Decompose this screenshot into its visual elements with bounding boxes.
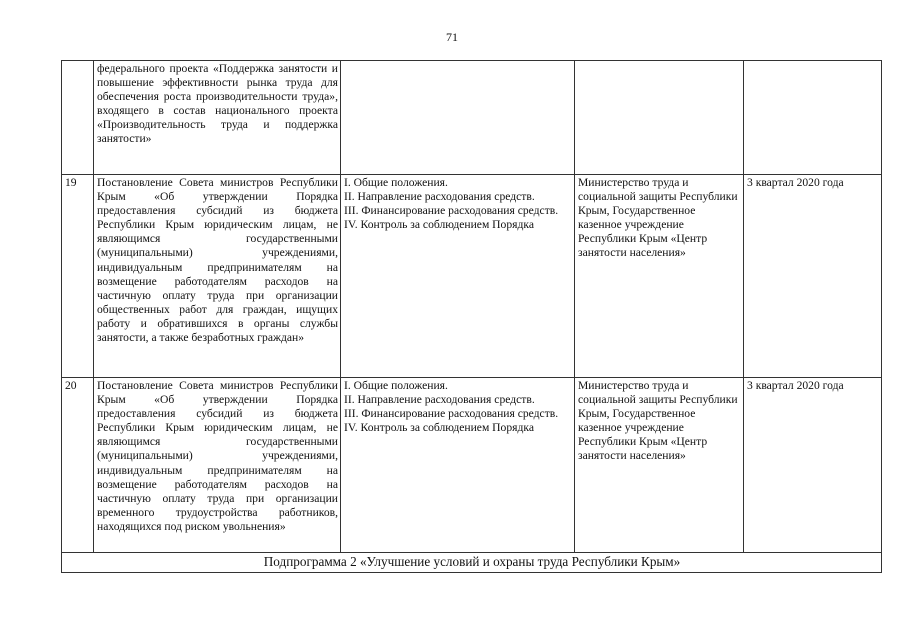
deadline-cell: 3 квартал 2020 года (744, 175, 882, 378)
subprogram-row (62, 553, 882, 573)
table-row (62, 61, 882, 175)
executor-cell: Министерство труда и социальной защиты Республики Крым, Государственное казенное учреждение Республики Крым «Центр занятости населения» (575, 378, 744, 553)
section-item: I. Общие положения. (344, 379, 448, 392)
sections-cell (341, 378, 575, 553)
row-number-cell: 19 (62, 175, 94, 378)
executor-cell: Министерство труда и социальной защиты Республики Крым, Государственное казенное учреждение Республики Крым «Центр занятости населения» (575, 175, 744, 378)
row-number-cell (62, 61, 94, 175)
subprogram-title: Подпрограмма 2 «Улучшение условий и охраны труда Республики Крым» (62, 553, 882, 573)
section-item: II. Направление расходования средств. (344, 393, 535, 407)
document-name-cell: Постановление Совета министров Республики Крым «Об утверждении Порядка предоставления субсидий из бюджета Республики Крым юридическим лицам, не являющимся государственными (муниципальными) учреждениями, индивидуальным предпринимателям на возмещение работодателям расходов на частичную оплату труда при организации общественных работ для граждан, ищущих работу и обратившихся в органы службы занятости, а также безработных граждан» (94, 175, 341, 378)
document-name-cell: федерального проекта «Поддержка занятости и повышение эффективности рынка труда для обеспечения роста производительности труда», входящего в состав национального проекта «Производительность труда и поддержка занятости» (94, 61, 341, 175)
executor-cell (575, 61, 744, 175)
section-item: IV. Контроль за соблюдением Порядка (344, 421, 534, 435)
section-item: IV. Контроль за соблюдением Порядка (344, 218, 534, 232)
page-number: 71 (446, 30, 458, 44)
section-item: III. Финансирование расходования средств. (344, 204, 559, 218)
document-name-cell: Постановление Совета министров Республики Крым «Об утверждении Порядка предоставления субсидий из бюджета Республики Крым юридическим лицам, не являющимся государственными (муниципальными) учреждениями, индивидуальным предпринимателям на возмещение работодателям расходов на частичную оплату труда при организации временного трудоустройства работников, находящихся под риском увольнения» (94, 378, 341, 553)
deadline-cell: 3 квартал 2020 года (744, 378, 882, 553)
sections-cell (341, 61, 575, 175)
deadline-cell (744, 61, 882, 175)
section-item: III. Финансирование расходования средств. (344, 407, 559, 421)
section-item: I. Общие положения. (344, 176, 448, 189)
sections-cell (341, 175, 575, 378)
table-row (62, 378, 882, 553)
plan-table (61, 60, 882, 573)
section-item: II. Направление расходования средств. (344, 190, 535, 204)
row-number-cell: 20 (62, 378, 94, 553)
table-row (62, 175, 882, 378)
